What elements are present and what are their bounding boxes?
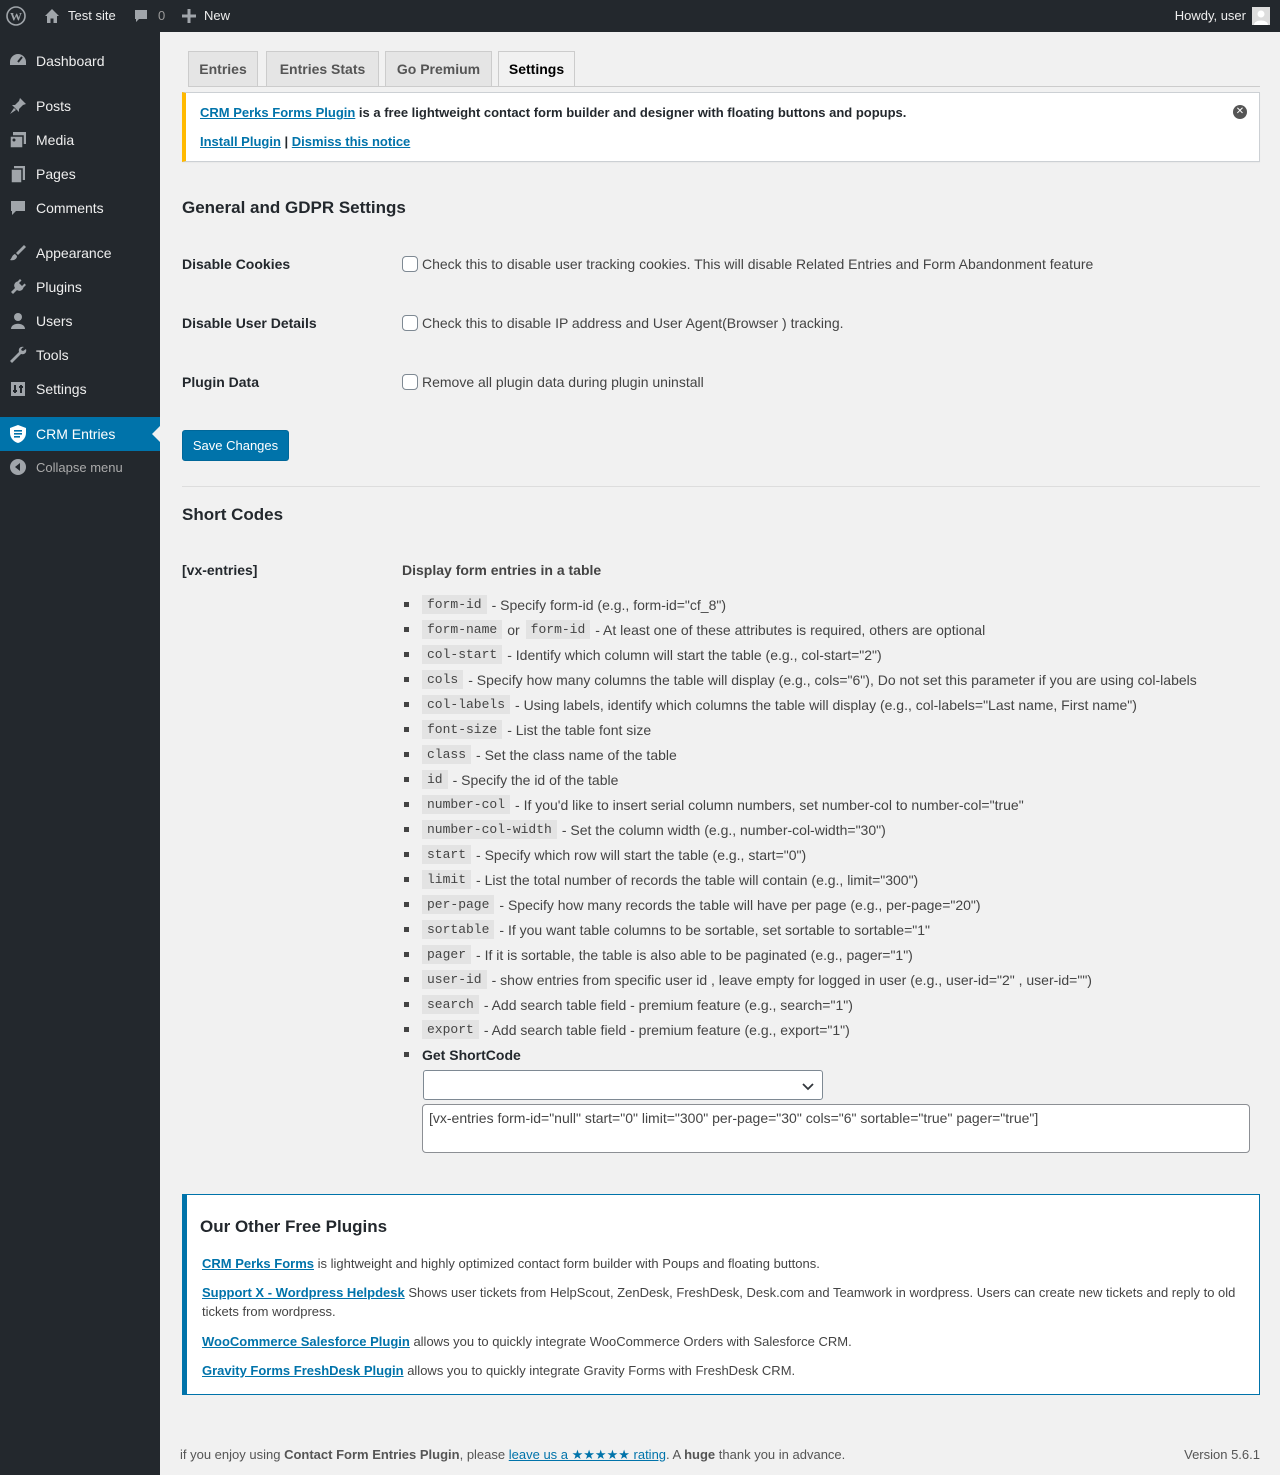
list-item (402, 792, 1197, 817)
attr-code: class (422, 745, 471, 764)
other-plugin-item (202, 1361, 1242, 1380)
site-name-link[interactable] (44, 0, 116, 32)
notice-actions (200, 134, 410, 149)
sidebar-item-label: Collapse menu (36, 459, 123, 475)
other-plugin-item (202, 1332, 1242, 1351)
wordpress-logo-icon[interactable] (6, 0, 28, 32)
disable-user-details-field (402, 315, 844, 331)
notice-message (200, 105, 906, 120)
disable-cookies-label: Disable Cookies (182, 256, 291, 272)
comments-count: 0 (158, 8, 166, 23)
tab-divider (188, 86, 1260, 87)
avatar (1252, 7, 1270, 25)
tab-entries-stats[interactable]: Entries Stats (266, 51, 379, 87)
pin-icon (0, 96, 36, 116)
other-plugin-text: Shows user tickets from HelpScout, ZenDesk, FreshDesk, Desk.com and Teamwork in wordpress. Users can create new tickets and reply to old tickets from wordpress. (202, 1285, 1236, 1319)
attr-code: start (422, 845, 471, 864)
attr-or: or (507, 621, 520, 638)
attr-code: form-id (526, 620, 591, 639)
list-item (402, 942, 1197, 967)
attr-code: sortable (422, 920, 494, 939)
list-item (402, 817, 1197, 842)
attr-code: font-size (422, 720, 502, 739)
list-item (402, 617, 1197, 642)
attr-text: - List the table font size (507, 721, 652, 738)
sidebar-item-label: Pages (36, 166, 76, 182)
disable-cookies-field (402, 256, 1093, 272)
sidebar-item-label: Comments (36, 200, 104, 216)
list-item (402, 967, 1197, 992)
attr-code: number-col (422, 795, 510, 814)
other-plugin-text: is lightweight and highly optimized contact form builder with Poups and floating buttons. (313, 1256, 820, 1271)
other-plugin-link[interactable]: Gravity Forms FreshDesk Plugin (202, 1363, 404, 1378)
close-icon[interactable]: ✕ (1233, 105, 1247, 119)
sidebar-item-label: Plugins (36, 279, 82, 295)
list-item (402, 717, 1197, 742)
install-plugin-link[interactable]: Install Plugin (200, 134, 281, 149)
other-plugin-link[interactable]: CRM Perks Forms (202, 1256, 314, 1271)
wrench-icon (0, 345, 36, 365)
sidebar-item-media[interactable] (0, 123, 160, 157)
attr-text: - Set the column width (e.g., number-col-width="30") (561, 821, 886, 838)
attr-code: user-id (422, 970, 487, 989)
other-plugin-link[interactable]: Support X - Wordpress Helpdesk (202, 1285, 405, 1300)
sidebar-item-label: Dashboard (36, 53, 105, 69)
list-item (402, 992, 1197, 1017)
attr-code: number-col-width (422, 820, 557, 839)
attr-text: - Using labels, identify which columns the table will display (e.g., col-labels="Last name, First name") (515, 696, 1137, 713)
plugin-data-text: Remove all plugin data during plugin uninstall (422, 374, 704, 390)
list-item (402, 642, 1197, 667)
admin-bar (0, 0, 1280, 32)
section-divider (182, 486, 1260, 487)
attr-text: - show entries from specific user id , leave empty for logged in user (e.g., user-id="2" , user-id="") (491, 971, 1092, 988)
other-plugin-text: allows you to quickly integrate WooCommerce Orders with Salesforce CRM. (409, 1334, 852, 1349)
get-shortcode-label: Get ShortCode (422, 1046, 521, 1063)
list-item (402, 867, 1197, 892)
shortcode-attributes-list (402, 592, 1197, 1067)
attr-text: - Identify which column will start the table (e.g., col-start="2") (507, 646, 882, 663)
attr-code: limit (422, 870, 471, 889)
attr-text: - At least one of these attributes is required, others are optional (595, 621, 986, 638)
shortcode-tag: [vx-entries] (182, 562, 258, 578)
attr-code: per-page (422, 895, 494, 914)
footer-prefix: if you enjoy using (180, 1447, 285, 1462)
dashboard-icon (0, 51, 36, 71)
footer-middle: , please (459, 1447, 509, 1462)
form-select[interactable] (423, 1070, 823, 1100)
disable-user-details-text: Check this to disable IP address and User Agent(Browser ) tracking. (422, 315, 844, 331)
list-item (402, 592, 1197, 617)
sidebar-item-users[interactable] (0, 304, 160, 338)
brush-icon (0, 243, 36, 263)
new-label: New (204, 8, 231, 23)
list-item (402, 892, 1197, 917)
other-plugins-title: Our Other Free Plugins (200, 1217, 388, 1236)
tab-settings[interactable]: Settings (498, 51, 575, 87)
list-item (402, 667, 1197, 692)
attr-text: - Specify which row will start the table (e.g., start="0") (476, 846, 807, 863)
attr-code: search (422, 995, 479, 1014)
disable-cookies-checkbox[interactable] (402, 256, 418, 272)
disable-user-details-label: Disable User Details (182, 315, 317, 331)
other-plugins-box (182, 1194, 1260, 1395)
other-plugin-item (202, 1283, 1242, 1321)
list-item (402, 692, 1197, 717)
attr-text: - Add search table field - premium feature (e.g., search="1") (483, 996, 853, 1013)
attr-code: form-name (422, 620, 502, 639)
crm-icon (0, 424, 36, 444)
save-changes-button[interactable]: Save Changes (182, 430, 289, 461)
howdy-text: Howdy, user (1174, 8, 1246, 23)
attr-text: - Specify form-id (e.g., form-id="cf_8") (491, 596, 726, 613)
sidebar-item-label: Settings (36, 381, 87, 397)
footer-after: . A (666, 1447, 685, 1462)
list-item (402, 917, 1197, 942)
sidebar-item-crm-entries[interactable] (0, 417, 160, 451)
new-content-link[interactable] (182, 0, 230, 32)
footer-huge: huge (684, 1447, 716, 1462)
plugin-data-label: Plugin Data (182, 374, 260, 390)
attr-text: - Set the class name of the table (476, 746, 677, 763)
sidebar-item-label: Appearance (36, 245, 112, 261)
list-item (402, 842, 1197, 867)
attr-code: export (422, 1020, 479, 1039)
collapse-icon (0, 458, 36, 476)
attr-code: cols (422, 670, 463, 689)
plugin-data-field (402, 374, 704, 390)
sidebar-item-label: Tools (36, 347, 69, 363)
attr-code: col-start (422, 645, 502, 664)
comment-icon (0, 198, 36, 218)
plus-icon (182, 9, 196, 23)
sidebar-item-comments[interactable] (0, 191, 160, 225)
sidebar-item-pages[interactable] (0, 157, 160, 191)
tab-go-premium[interactable]: Go Premium (385, 51, 492, 87)
other-plugin-text: allows you to quickly integrate Gravity Forms with FreshDesk CRM. (403, 1363, 796, 1378)
attr-code: pager (422, 945, 471, 964)
svg-text:W: W (10, 9, 22, 24)
notice-separator: | (284, 134, 289, 149)
site-name: Test site (68, 8, 116, 23)
short-codes-title: Short Codes (182, 505, 284, 524)
sidebar-item-appearance[interactable] (0, 236, 160, 270)
pages-icon (0, 164, 36, 184)
attr-text: - Add search table field - premium feature (e.g., export="1") (483, 1021, 850, 1038)
general-settings-title: General and GDPR Settings (182, 198, 406, 217)
comments-link[interactable] (133, 0, 165, 32)
attr-text: - Specify how many records the table will have per page (e.g., per-page="20") (499, 896, 981, 913)
attr-text: - Specify how many columns the table will display (e.g., cols="6"), Do not set this parameter if you are using col-labels (468, 671, 1197, 688)
attr-text: - List the total number of records the table will contain (e.g., limit="300") (476, 871, 919, 888)
admin-sidebar (0, 32, 160, 1475)
home-icon (44, 8, 60, 24)
sidebar-item-label: Posts (36, 98, 72, 114)
comment-bubble-icon (133, 8, 149, 24)
sidebar-item-label: CRM Entries (36, 426, 116, 442)
attr-text: - If you'd like to insert serial column numbers, set number-col to number-col="true" (515, 796, 1024, 813)
attr-code: col-labels (422, 695, 510, 714)
version-text: Version 5.6.1 (1184, 1447, 1260, 1462)
plug-icon (0, 277, 36, 297)
attr-text: - If you want table columns to be sortable, set sortable to sortable="1" (499, 921, 930, 938)
sidebar-item-tools[interactable] (0, 338, 160, 372)
attr-text: - If it is sortable, the table is also able to be paginated (e.g., pager="1") (476, 946, 913, 963)
disable-user-details-checkbox[interactable] (402, 315, 418, 331)
list-item (402, 1042, 1197, 1067)
chevron-down-icon (802, 1079, 814, 1095)
list-item (402, 742, 1197, 767)
list-item (402, 1017, 1197, 1042)
attr-code: form-id (422, 595, 487, 614)
attr-text: - Specify the id of the table (452, 771, 619, 788)
footer-text (180, 1447, 845, 1463)
plugin-data-checkbox[interactable] (402, 374, 418, 390)
sidebar-item-posts[interactable] (0, 89, 160, 123)
notice-text: is a free lightweight contact form builder and designer with floating buttons and popups. (355, 105, 907, 120)
tab-entries[interactable]: Entries (188, 51, 258, 87)
sidebar-item-plugins[interactable] (0, 270, 160, 304)
list-item (402, 767, 1197, 792)
rating-link[interactable]: leave us a ★★★★★ rating (508, 1447, 667, 1462)
dismiss-notice-link[interactable]: Dismiss this notice (291, 134, 411, 149)
account-menu[interactable] (1175, 0, 1270, 32)
sidebar-item-label: Users (36, 313, 73, 329)
sidebar-item-label: Media (36, 132, 75, 148)
notice-plugin-link[interactable]: CRM Perks Forms Plugin (200, 105, 356, 120)
shortcode-description: Display form entries in a table (402, 562, 602, 578)
disable-cookies-text: Check this to disable user tracking cookies. This will disable Related Entries and Form Abandonment feature (422, 256, 1094, 272)
other-plugin-link[interactable]: WooCommerce Salesforce Plugin (202, 1334, 410, 1349)
media-icon (0, 130, 36, 150)
plugin-notice (182, 92, 1260, 162)
attr-code: id (422, 770, 448, 789)
sidebar-item-settings[interactable] (0, 372, 160, 406)
collapse-menu-button[interactable] (0, 450, 160, 484)
sidebar-item-dashboard[interactable] (0, 44, 160, 78)
user-icon (0, 311, 36, 331)
footer-plugin-name: Contact Form Entries Plugin (284, 1447, 460, 1462)
footer-suffix: thank you in advance. (715, 1447, 846, 1462)
generated-shortcode-textarea[interactable]: [vx-entries form-id="null" start="0" limit="300" per-page="30" cols="6" sortable="true" pager="true"] (422, 1104, 1250, 1153)
other-plugin-item (202, 1254, 1242, 1273)
settings-icon (0, 379, 36, 399)
